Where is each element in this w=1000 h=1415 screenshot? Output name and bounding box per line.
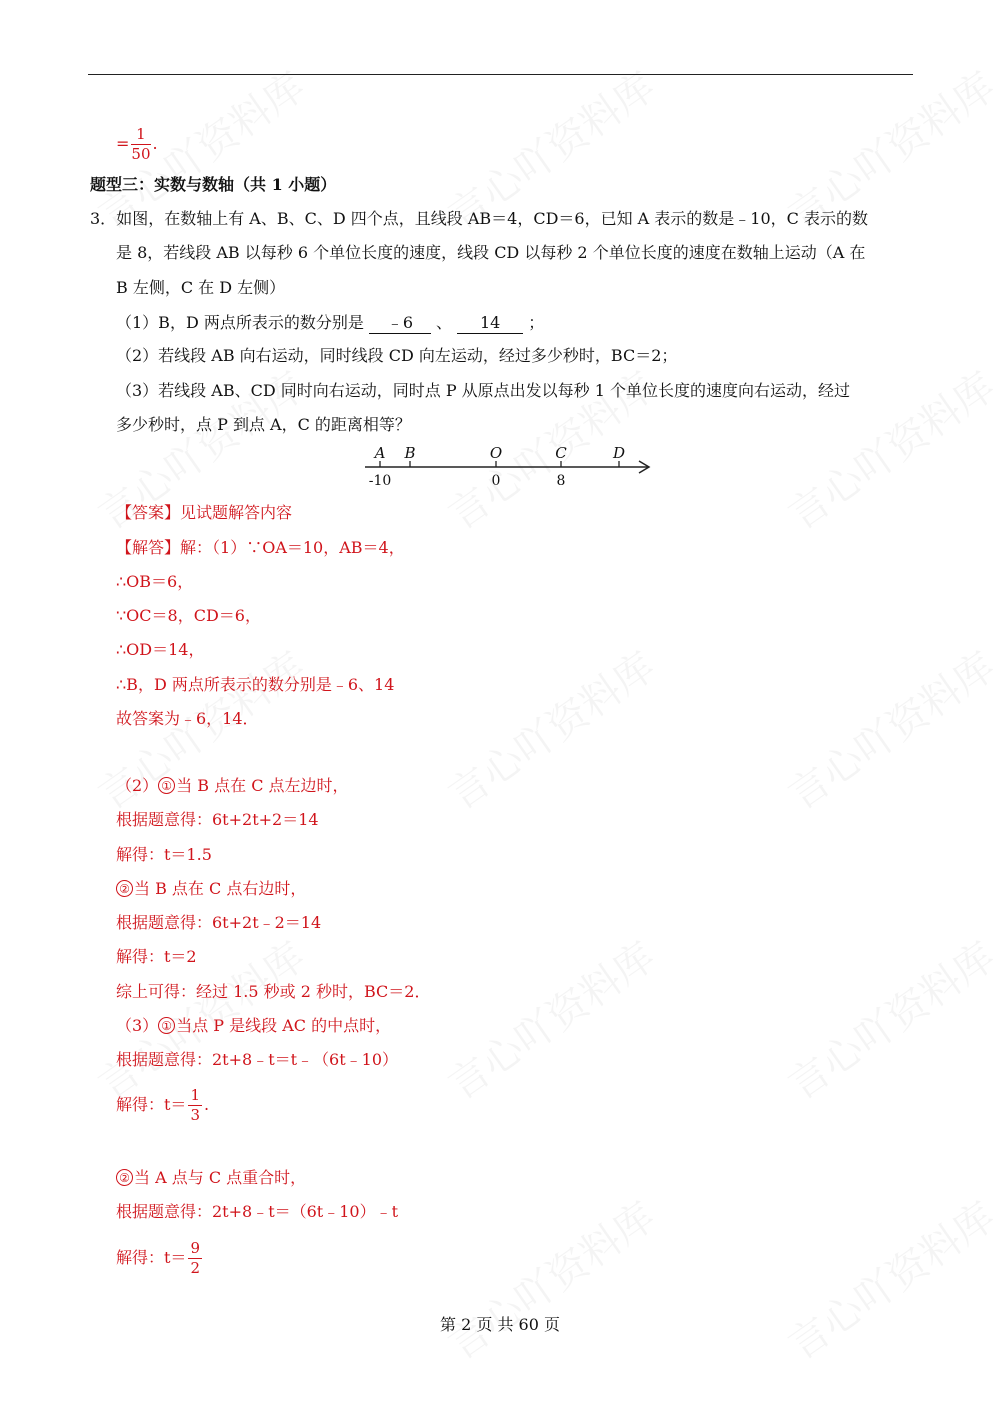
- fraction-numerator: 1: [190, 1086, 200, 1104]
- solution-part-3-case-2: [116, 1168, 306, 1188]
- point-label-a: A: [374, 444, 386, 462]
- fraction-denominator: 2: [190, 1259, 200, 1277]
- solution-part-3-case-1: [116, 1016, 391, 1036]
- watermark: [435, 1186, 664, 1370]
- solution-part-2-conclusion: 综上可得：经过 1.5 秒或 2 秒时，BC＝2．: [116, 982, 431, 1001]
- part3-sol2-prefix: 解得：t＝: [116, 1248, 187, 1267]
- point-value-a: -10: [368, 473, 392, 489]
- solution-line-3: ∵OC＝8，CD＝6，: [116, 606, 261, 625]
- question-line-1: [90, 209, 868, 229]
- solution-part-2-eq-1: 根据题意得：6t+2t+2＝14: [116, 810, 319, 829]
- solution-part-3-eq-2: 根据题意得：2t+8﹣t＝（6t﹣10）﹣t: [116, 1202, 399, 1221]
- solution-line-2: ∴OB＝6，: [116, 572, 194, 591]
- part2-case2-text: 当 B 点在 C 点右边时，: [134, 879, 307, 898]
- watermark: [775, 926, 1000, 1110]
- answer-blank-1: ﹣6: [369, 313, 431, 334]
- watermark: [775, 1186, 1000, 1370]
- question-number: 3．: [90, 209, 117, 228]
- solution-part-3-eq-1: 根据题意得：2t+8﹣t＝t﹣（6t﹣10）: [116, 1050, 399, 1069]
- answer-text: 见试题解答内容: [180, 503, 293, 522]
- number-line-figure: [360, 440, 660, 492]
- solution-part-3-sol-2: [116, 1236, 204, 1280]
- header-rule: [88, 74, 913, 75]
- section-title: 题型三：实数与数轴（共 1 小题）: [90, 175, 337, 194]
- part1-prefix: （1）B，D 两点所表示的数分别是: [116, 313, 364, 332]
- point-label-d: D: [612, 444, 626, 462]
- circled-two: ②: [116, 880, 133, 897]
- point-label-o: O: [489, 444, 503, 462]
- solution-line-1: [116, 538, 405, 558]
- watermark: [435, 636, 664, 820]
- part3-sol1-end: .: [203, 1095, 210, 1114]
- circled-two: ②: [116, 1169, 133, 1186]
- question-text: 如图，在数轴上有 A、B、C、D 四个点，且线段 AB＝4，CD＝6，已知 A 表示的数是﹣10，C 表示的数: [116, 209, 868, 228]
- prev-answer: [116, 124, 158, 164]
- point-label-c: C: [555, 444, 567, 462]
- solution-tag: 【解答】: [116, 538, 181, 557]
- answer-tag: 【答案】: [116, 503, 181, 522]
- fraction-numerator: 9: [190, 1239, 200, 1257]
- solution-line-5: ∴B，D 两点所表示的数分别是﹣6、14: [116, 675, 395, 694]
- solution-text: 解：（1）∵OA＝10，AB＝4，: [180, 538, 405, 557]
- solution-part-2-sol-1: 解得：t＝1.5: [116, 845, 212, 864]
- watermark: [775, 636, 1000, 820]
- fraction-numerator: 1: [131, 127, 150, 145]
- prev-answer-end: .: [152, 134, 158, 153]
- part2-intro: （2）: [116, 776, 159, 795]
- prev-answer-eq: =: [116, 134, 130, 153]
- question-part-2: （2）若线段 AB 向右运动，同时线段 CD 向左运动，经过多少秒时，BC＝2；: [116, 346, 678, 365]
- solution-part-3-sol-1: [116, 1083, 209, 1127]
- question-line-3: B 左侧，C 在 D 左侧）: [116, 278, 286, 297]
- answer-blank-2: 14: [457, 313, 523, 334]
- watermark: [435, 926, 664, 1110]
- part3-case1-text: 当点 P 是线段 AC 的中点时，: [176, 1016, 392, 1035]
- fraction-one-third: [188, 1088, 202, 1123]
- part3-sol1-prefix: 解得：t＝: [116, 1095, 187, 1114]
- question-part-3-line-2: 多少秒时，点 P 到点 A，C 的距离相等？: [116, 415, 411, 434]
- page-footer: 第 2 页 共 60 页: [440, 1315, 560, 1334]
- solution-line-6: 故答案为﹣6，14．: [116, 709, 259, 728]
- question-line-2: 是 8，若线段 AB 以每秒 6 个单位长度的速度，线段 CD 以每秒 2 个单位长度的速度在数轴上运动（A 在: [116, 243, 866, 262]
- fraction-denominator: 50: [131, 145, 151, 163]
- solution-part-2-case-2: [116, 879, 306, 899]
- answer-line: [116, 503, 292, 523]
- point-label-b: B: [404, 444, 416, 462]
- solution-line-4: ∴OD＝14，: [116, 640, 205, 659]
- part2-case1-text: 当 B 点在 C 点左边时，: [176, 776, 349, 795]
- solution-part-2-case-1: [116, 776, 349, 796]
- part1-sep: 、: [436, 313, 453, 332]
- question-part-1: [116, 313, 544, 334]
- point-value-o: 0: [491, 473, 501, 489]
- circled-one: ①: [158, 777, 175, 794]
- solution-part-2-eq-2: 根据题意得：6t+2t﹣2＝14: [116, 913, 322, 932]
- fraction-nine-halves: [188, 1241, 202, 1276]
- part3-case2-text: 当 A 点与 C 点重合时，: [134, 1168, 307, 1187]
- prev-answer-fraction: [131, 127, 150, 162]
- point-value-c: 8: [556, 473, 566, 489]
- part1-end: ；: [528, 313, 545, 332]
- fraction-denominator: 3: [190, 1106, 200, 1124]
- solution-part-2-sol-2: 解得：t＝2: [116, 947, 197, 966]
- part3-intro: （3）: [116, 1016, 159, 1035]
- circled-one: ①: [158, 1017, 175, 1034]
- question-part-3-line-1: （3）若线段 AB、CD 同时向右运动，同时点 P 从原点出发以每秒 1 个单位长度的速度向右运动，经过: [116, 381, 851, 400]
